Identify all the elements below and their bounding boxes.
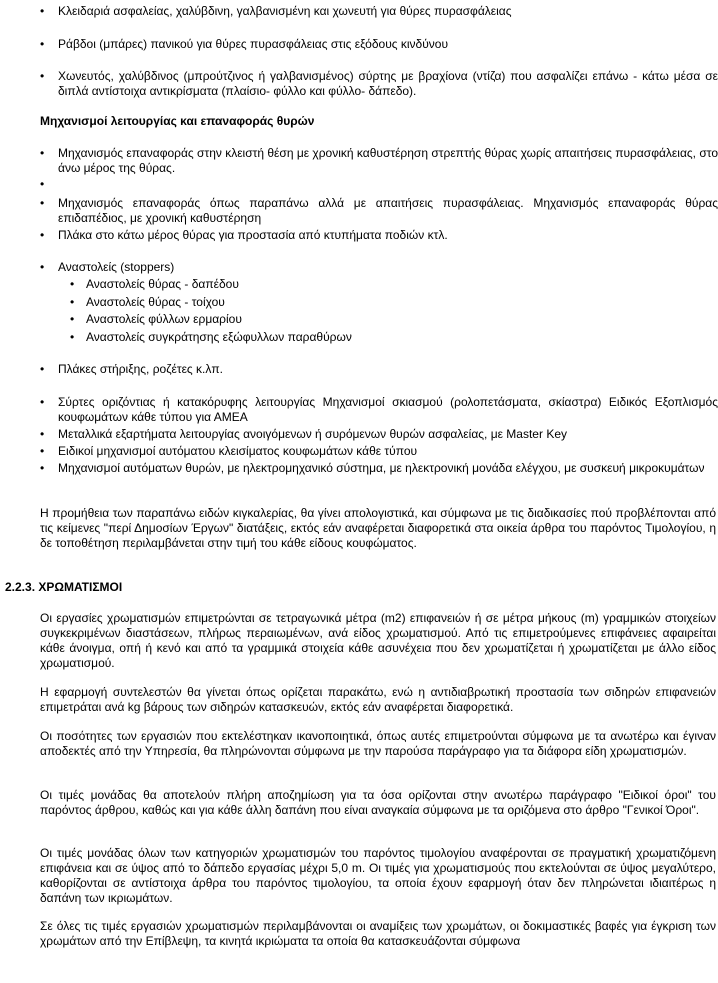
bullet-icon: • xyxy=(40,427,45,441)
bullet-icon: • xyxy=(40,69,45,83)
list-item xyxy=(40,37,718,52)
bullet-icon: • xyxy=(40,260,45,274)
list-item-text: Μεταλλικά εξαρτήματα λειτουργίας ανοιγόμενων ή συρόμενων θυρών ασφαλείας, με Master Key xyxy=(58,427,567,441)
list-item xyxy=(40,444,718,459)
list-item-text: Μηχανισμός επαναφοράς όπως παραπάνω αλλά με απαιτήσεις πυρασφάλειας. Μηχανισμός επαναφοράς θύρας επιδαπέδιος, με χρονική καθυστέρηση xyxy=(58,196,718,225)
list-item-text: Πλάκες στήριξης, ροζέτες κ.λπ. xyxy=(58,362,223,376)
bullet-icon: • xyxy=(40,177,45,191)
list-item-text: Μηχανισμός επαναφοράς στην κλειστή θέση με χρονική καθυστέρηση στρεπτής θύρας χωρίς απαιτήσεις πυρασφάλειας, στο άνω μέρος της θύρας. xyxy=(58,146,718,175)
bullet-icon: • xyxy=(70,277,75,291)
sub-list-item xyxy=(70,312,670,327)
list-item-text: Χωνευτός, χαλύβδινος (μπρούτζινος ή γαλβανισμένος) σύρτης με βραχίονα (ντίζα) που ασφαλίζει επάνω - κάτω μέσα σε διπλά αντίστοιχα αντικρίσματα (πλαίσιο- φύλλο και φύλλο- δάπεδο). xyxy=(58,69,718,98)
bullet-icon: • xyxy=(40,444,45,458)
list-item xyxy=(40,4,718,19)
paragraph: Η εφαρμογή συντελεστών θα γίνεται όπως ορίζεται παρακάτω, ενώ η αντιδιαβρωτική προστασία των σιδηρών επιφανειών επιμετράται ανά kg βάρους των σιδηρών κατασκευών, εκτός εάν αναφέρεται διαφορετικά. xyxy=(40,685,716,714)
sub-list-item xyxy=(70,295,670,310)
sub-list-item-text: Αναστολείς θύρας - τοίχου xyxy=(86,295,225,309)
list-item xyxy=(40,362,718,377)
sub-list-item-text: Αναστολείς θύρας - δαπέδου xyxy=(86,277,239,291)
list-item xyxy=(40,427,718,442)
list-item-stoppers xyxy=(40,260,718,275)
bullet-icon: • xyxy=(40,228,45,242)
list-item-text: Κλειδαριά ασφαλείας, χαλύβδινη, γαλβανισμένη και χωνευτή για θύρες πυρασφάλειας xyxy=(58,4,512,18)
list-item-text: Πλάκα στο κάτω μέρος θύρας για προστασία από κτυπήματα ποδιών κτλ. xyxy=(58,228,448,242)
bullet-icon: • xyxy=(70,295,75,309)
sub-list-item xyxy=(70,330,670,345)
paragraph: Οι ποσότητες των εργασιών που εκτελέστηκαν ικανοποιητικά, όπως αυτές επιμετρούνται σύμφωνα με τα ανωτέρω και έγιναν αποδεκτές από την Υπηρεσία, θα πληρώνονται σύμφωνα με την παρούσα παράγραφο για τα διάφορα είδη χρωματισμών. xyxy=(40,729,716,758)
section-title: 2.2.3. ΧΡΩΜΑΤΙΣΜΟΙ xyxy=(5,580,123,594)
paragraph: Οι τιμές μονάδας όλων των κατηγοριών χρωματισμών του παρόντος τιμολογίου αναφέρονται σε πραγματική χρωματιζόμενη επιφάνεια και σε ύψος από το δάπεδο εργασίας μέχρι 5,0 m. Οι τιμές για χρωματισμούς που εκτελούνται σε ύψος μεγαλύτερο, καθορίζονται σε αντίστοιχα άρθρα του παρόντος τιμολογίου, τα οποία έχουν εφαρμογή όταν δεν πληρώνεται ιδιαιτέρως η δαπάνη των ικριωμάτων. xyxy=(40,846,716,905)
sub-list-item-text: Αναστολείς φύλλων ερμαρίου xyxy=(86,312,242,326)
list-item xyxy=(40,196,718,226)
list-item-text: Αναστολείς (stoppers) xyxy=(58,260,175,274)
bullet-icon: • xyxy=(40,37,45,51)
bullet-icon: • xyxy=(40,395,45,409)
paragraph: Οι εργασίες χρωματισμών επιμετρώνται σε τετραγωνικά μέτρα (m2) επιφανειών ή σε μέτρα μήκους (m) γραμμικών στοιχείων συγκεκριμένων διαστάσεων, πλήρως περαιωμένων, ανά είδος χρωματισμού. Από τις επιμετρούμενες επιφάνειες αφαιρείται κάθε άνοιγμα, οπή ή κενό και από τα γραμμικά στοιχεία κάθε ασυνέχεια που δεν χρωματίζεται ή χρωματίζεται με άλλο είδος χρωματισμού. xyxy=(40,611,716,670)
list-item-text: Ράβδοι (μπάρες) πανικού για θύρες πυρασφάλειας στις εξόδους κινδύνου xyxy=(58,37,449,51)
list-item-text: Μηχανισμοί αυτόματων θυρών, με ηλεκτρομηχανικό σύστημα, με ηλεκτρονική μονάδα ελέγχου, με συσκευή μικροκυμάτων xyxy=(58,461,705,475)
bullet-icon: • xyxy=(40,196,45,210)
bullet-icon: • xyxy=(40,461,45,475)
bullet-icon: • xyxy=(70,312,75,326)
list-item xyxy=(40,395,718,425)
bullet-icon: • xyxy=(40,362,45,376)
bullet-icon: • xyxy=(40,4,45,18)
sub-list-item xyxy=(70,277,670,292)
paragraph: Οι τιμές μονάδας θα αποτελούν πλήρη αποζημίωση για τα όσα ορίζονται στην ανωτέρω παράγραφο "Ειδικοί όροι" του παρόντος άρθρου, καθώς και για κάθε άλλη δαπάνη που είναι αναγκαία σύμφωνα με τα οριζόμενα στο άρθρο "Γενικοί Όροι". xyxy=(40,788,716,817)
list-item xyxy=(40,461,718,476)
bullet-icon: • xyxy=(40,146,45,160)
paragraph: Σε όλες τις τιμές εργασιών χρωματισμών περιλαμβάνονται οι αναμίξεις των χρωμάτων, οι δοκιμαστικές βαφές για έγκριση των χρωμάτων από την Επίβλεψη, τα κινητά ικριώματα τα οποία θα κατασκευάζονται σύμφωνα xyxy=(40,919,716,948)
paragraph-supply: Η προμήθεια των παραπάνω ειδών κιγκαλερίας, θα γίνει απολογιστικά, και σύμφωνα με τις διαδικασίες πού προβλέπονται από τις κείμενες "περί Δημοσίων Έργων" διατάξεις, εκτός εάν αναφέρεται διαφορετικά στα οικεία άρθρα του παρόντος Τιμολογίου, η δε τοποθέτηση περιλαμβάνεται στην τιμή του κάθε είδους κουφώματος. xyxy=(40,506,716,550)
list-item-text: Ειδικοί μηχανισμοί αυτόματου κλεισίματος κουφωμάτων κάθε τύπου xyxy=(58,444,418,458)
sub-list-item-text: Αναστολείς συγκράτησης εξώφυλλων παραθύρων xyxy=(86,330,352,344)
list-item xyxy=(40,228,718,243)
list-item-text: Σύρτες οριζόντιας ή κατακόρυφης λειτουργίας Μηχανισμοί σκιασμού (ρολοπετάσματα, σκίαστρα) Ειδικός Εξοπλισμός κουφωμάτων κάθε τύπου για ΑΜΕΑ xyxy=(58,395,718,424)
subheading: Μηχανισμοί λειτουργίας και επαναφοράς θυρών xyxy=(40,114,315,128)
list-item xyxy=(40,146,718,176)
bullet-icon: • xyxy=(70,330,75,344)
list-item xyxy=(40,69,718,99)
